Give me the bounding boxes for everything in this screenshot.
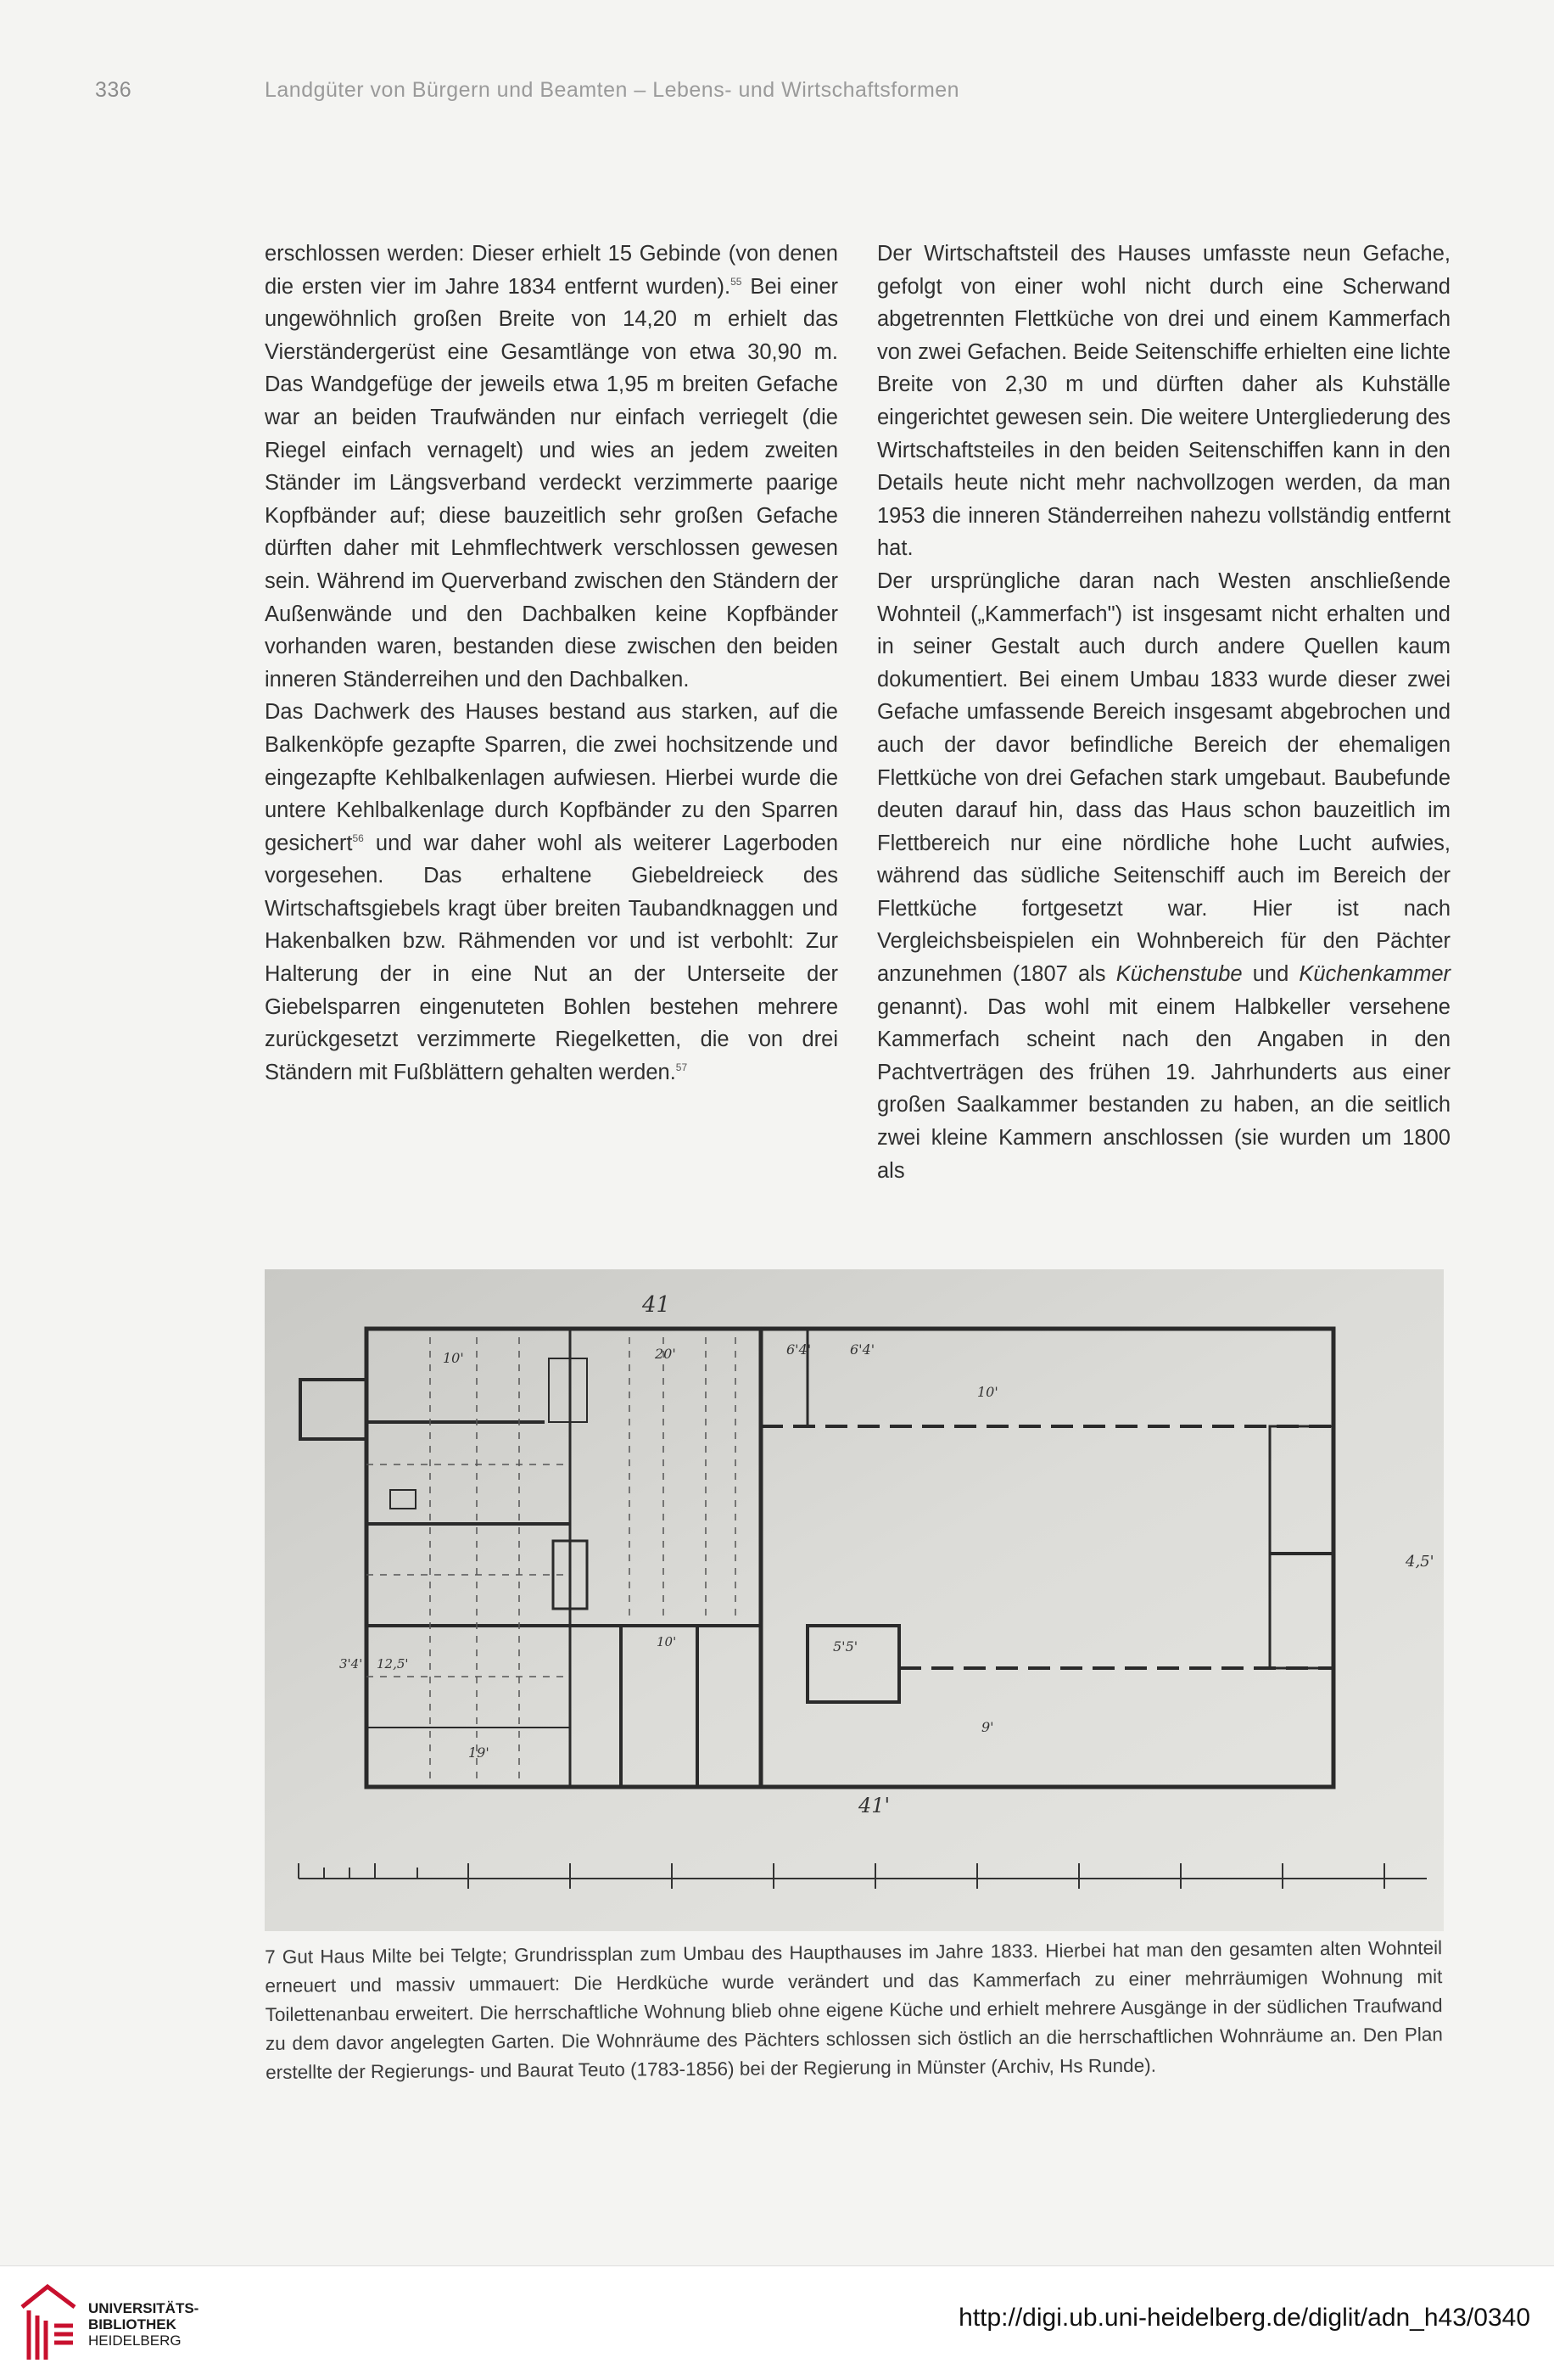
plan-label: 10' <box>977 1384 998 1400</box>
library-footer <box>0 2265 1554 2380</box>
paragraph <box>877 565 1451 1187</box>
plan-label: 41' <box>858 1794 891 1817</box>
plan-label: 3'4' <box>339 1656 363 1672</box>
floor-plan-figure <box>265 1269 1444 1931</box>
library-name-line: HEIDELBERG <box>88 2332 182 2349</box>
paragraph <box>265 696 838 1089</box>
figure-caption: 7 Gut Haus Milte bei Telgte; Grundrissplan zum Umbau des Haupthauses im Jahre 1833. Hierbei hat man den gesamten alten Wohnteil erneuert und massiv ummauert: Die Herdküche wurde verändert und das Kammerfach zu einer mehrräumigen Wohnung mit Toilettenanbau erweitert. Die herrschaftliche Wohnung blieb ohne eigene Küche und erhielt mehrere Ausgänge in der südlichen Traufwand zu dem davor angelegten Garten. Die Wohnräume des Pächters schlossen sich östlich an die herrschaftlichen Wohnräume an. Den Plan erstellte der Regierungs- und Baurat Teuto (1783-1856) bei der Regierung in Münster (Archiv, Hs Runde). <box>265 1937 1443 2083</box>
left-text-column <box>265 238 838 1089</box>
page-number: 336 <box>95 78 132 102</box>
footnote-ref: 56 <box>352 832 364 844</box>
paragraph <box>265 238 838 696</box>
emphasis: Küchenkammer <box>1299 962 1451 987</box>
right-text-column <box>877 238 1451 1187</box>
emphasis: Küchenstube <box>1115 962 1243 987</box>
plan-label: 12,5' <box>377 1656 409 1672</box>
library-name-line: UNIVERSITÄTS- <box>88 2300 199 2316</box>
library-name <box>88 2300 198 2349</box>
plan-label: 20' <box>655 1346 676 1362</box>
text-run: genannt). Das wohl mit einem Halbkeller versehene Kammerfach scheint nach den Angaben in den Pachtverträgen des frühen 19. Jahrhunderts aus einer großen Saalkammer bestanden zu haben, an die seitlich zwei kleine Kammern anschlossen (sie wurden um 1800 als <box>877 994 1451 1183</box>
running-title: Landgüter von Bürgern und Beamten – Lebens- und Wirtschaftsformen <box>265 78 960 102</box>
plan-label: 6'4' <box>850 1341 875 1358</box>
text-run: Das Dachwerk des Hauses bestand aus starken, auf die Balkenköpfe gezapfte Sparren, die zwei hochsitzende und eingezapfte Kehlbalkenlagen aufwiesen. Hierbei wurde die untere Kehlbalkenlage durch Kopfbänder zu den Sparren gesichert <box>265 700 838 855</box>
paragraph: Der Wirtschaftsteil des Hauses umfasste neun Gefache, gefolgt von einer wohl nicht durch eine Scherwand abgetrennten Flettküche von drei und einem Kammerfach von zwei Gefachen. Beide Seitenschiffe erhielten eine lichte Breite von 2,30 m und dürften daher als Kuhställe eingerichtet gewesen sein. Die weitere Untergliederung des Wirtschaftsteiles in den beiden Seitenschiffen kann in den Details heute nicht mehr nachvollzogen werden, da man 1953 die inneren Ständerreihen nahezu vollständig entfernt hat. <box>877 242 1451 561</box>
text-run: erschlossen werden: Dieser erhielt 15 Gebinde (von denen die ersten vier im Jahre 1834 entfernt wurden). <box>265 242 838 299</box>
university-library-logo <box>17 2282 80 2366</box>
plan-label: 19' <box>468 1744 489 1761</box>
footnote-ref: 55 <box>730 275 742 288</box>
plan-paper <box>265 1269 1444 1931</box>
text-run: Der ursprüngliche daran nach Westen anschließende Wohnteil („Kammerfach") ist insgesamt nicht erhalten und in seiner Gestalt auch durch andere Quellen kaum dokumentiert. Bei einem Umbau 1833 wurde dieser zwei Gefache umfassende Bereich insgesamt abgebrochen und auch der davor befindliche Bereich der ehemaligen Flettküche von drei Gefachen stark umgebaut. Baubefunde deuten darauf hin, dass das Haus schon bauzeitlich im Flettbereich nur eine nördliche hohe Lucht aufwies, während das südliche Seitenschiff auch im Bereich der Flettküche fortgesetzt war. Hier ist nach Vergleichsbeispielen ein Wohnbereich für den Pächter anzunehmen (1807 als <box>877 568 1451 987</box>
plan-label: 4,5' <box>1406 1553 1434 1571</box>
plan-label: 5'5' <box>833 1638 858 1655</box>
source-url-link[interactable]: http://digi.ub.uni-heidelberg.de/diglit/adn_h43/0340 <box>959 2304 1530 2332</box>
running-header <box>95 78 959 103</box>
plan-label: 9' <box>981 1719 994 1735</box>
floor-plan-drawing <box>265 1269 1444 1931</box>
text-run: Bei einer ungewöhnlich großen Breite von 14,20 m erhielt das Vierständergerüst eine Gesamtlänge von etwa 30,90 m. Das Wandgefüge der jeweils etwa 1,95 m breiten Gefache war an beiden Traufwänden nur einfach verriegelt (die Riegel einfach vernagelt) und wies an jedem zweiten Ständer im Längsverband verdeckt verzimmerte paarige Kopfbänder auf; diese bauzeitlich sehr großen Gefache dürften daher mit Lehmflechtwerk verschlossen gewesen sein. Während im Querverband zwischen den Ständern der Außenwände und den Dachbalken keine Kopfbänder vorhanden waren, bestanden diese zwischen den beiden inneren Ständerreihen und den Dachbalken. <box>265 274 838 692</box>
plan-label: 10' <box>443 1350 464 1366</box>
plan-label: 10' <box>657 1634 677 1649</box>
text-run: und war daher wohl als weiterer Lagerboden vorgesehen. Das erhaltene Giebeldreieck des Wirtschaftsgiebels kragt über breiten Taubandknaggen und Hakenbalken bzw. Rähmenden vor und ist verbohlt: Zur Halterung der in eine Nut an der Unterseite der Giebelsparren eingenuteten Bohlen bestehen mehrere zurückgesetzt verzimmerte Riegelketten, die von drei Ständern mit Fußblättern gehalten werden. <box>265 831 838 1084</box>
plan-label: 41 <box>642 1292 671 1318</box>
text-run: und <box>1242 962 1300 987</box>
library-name-line: BIBLIOTHEK <box>88 2316 176 2332</box>
footnote-ref: 57 <box>675 1061 688 1073</box>
plan-label: 6'4' <box>786 1341 812 1358</box>
